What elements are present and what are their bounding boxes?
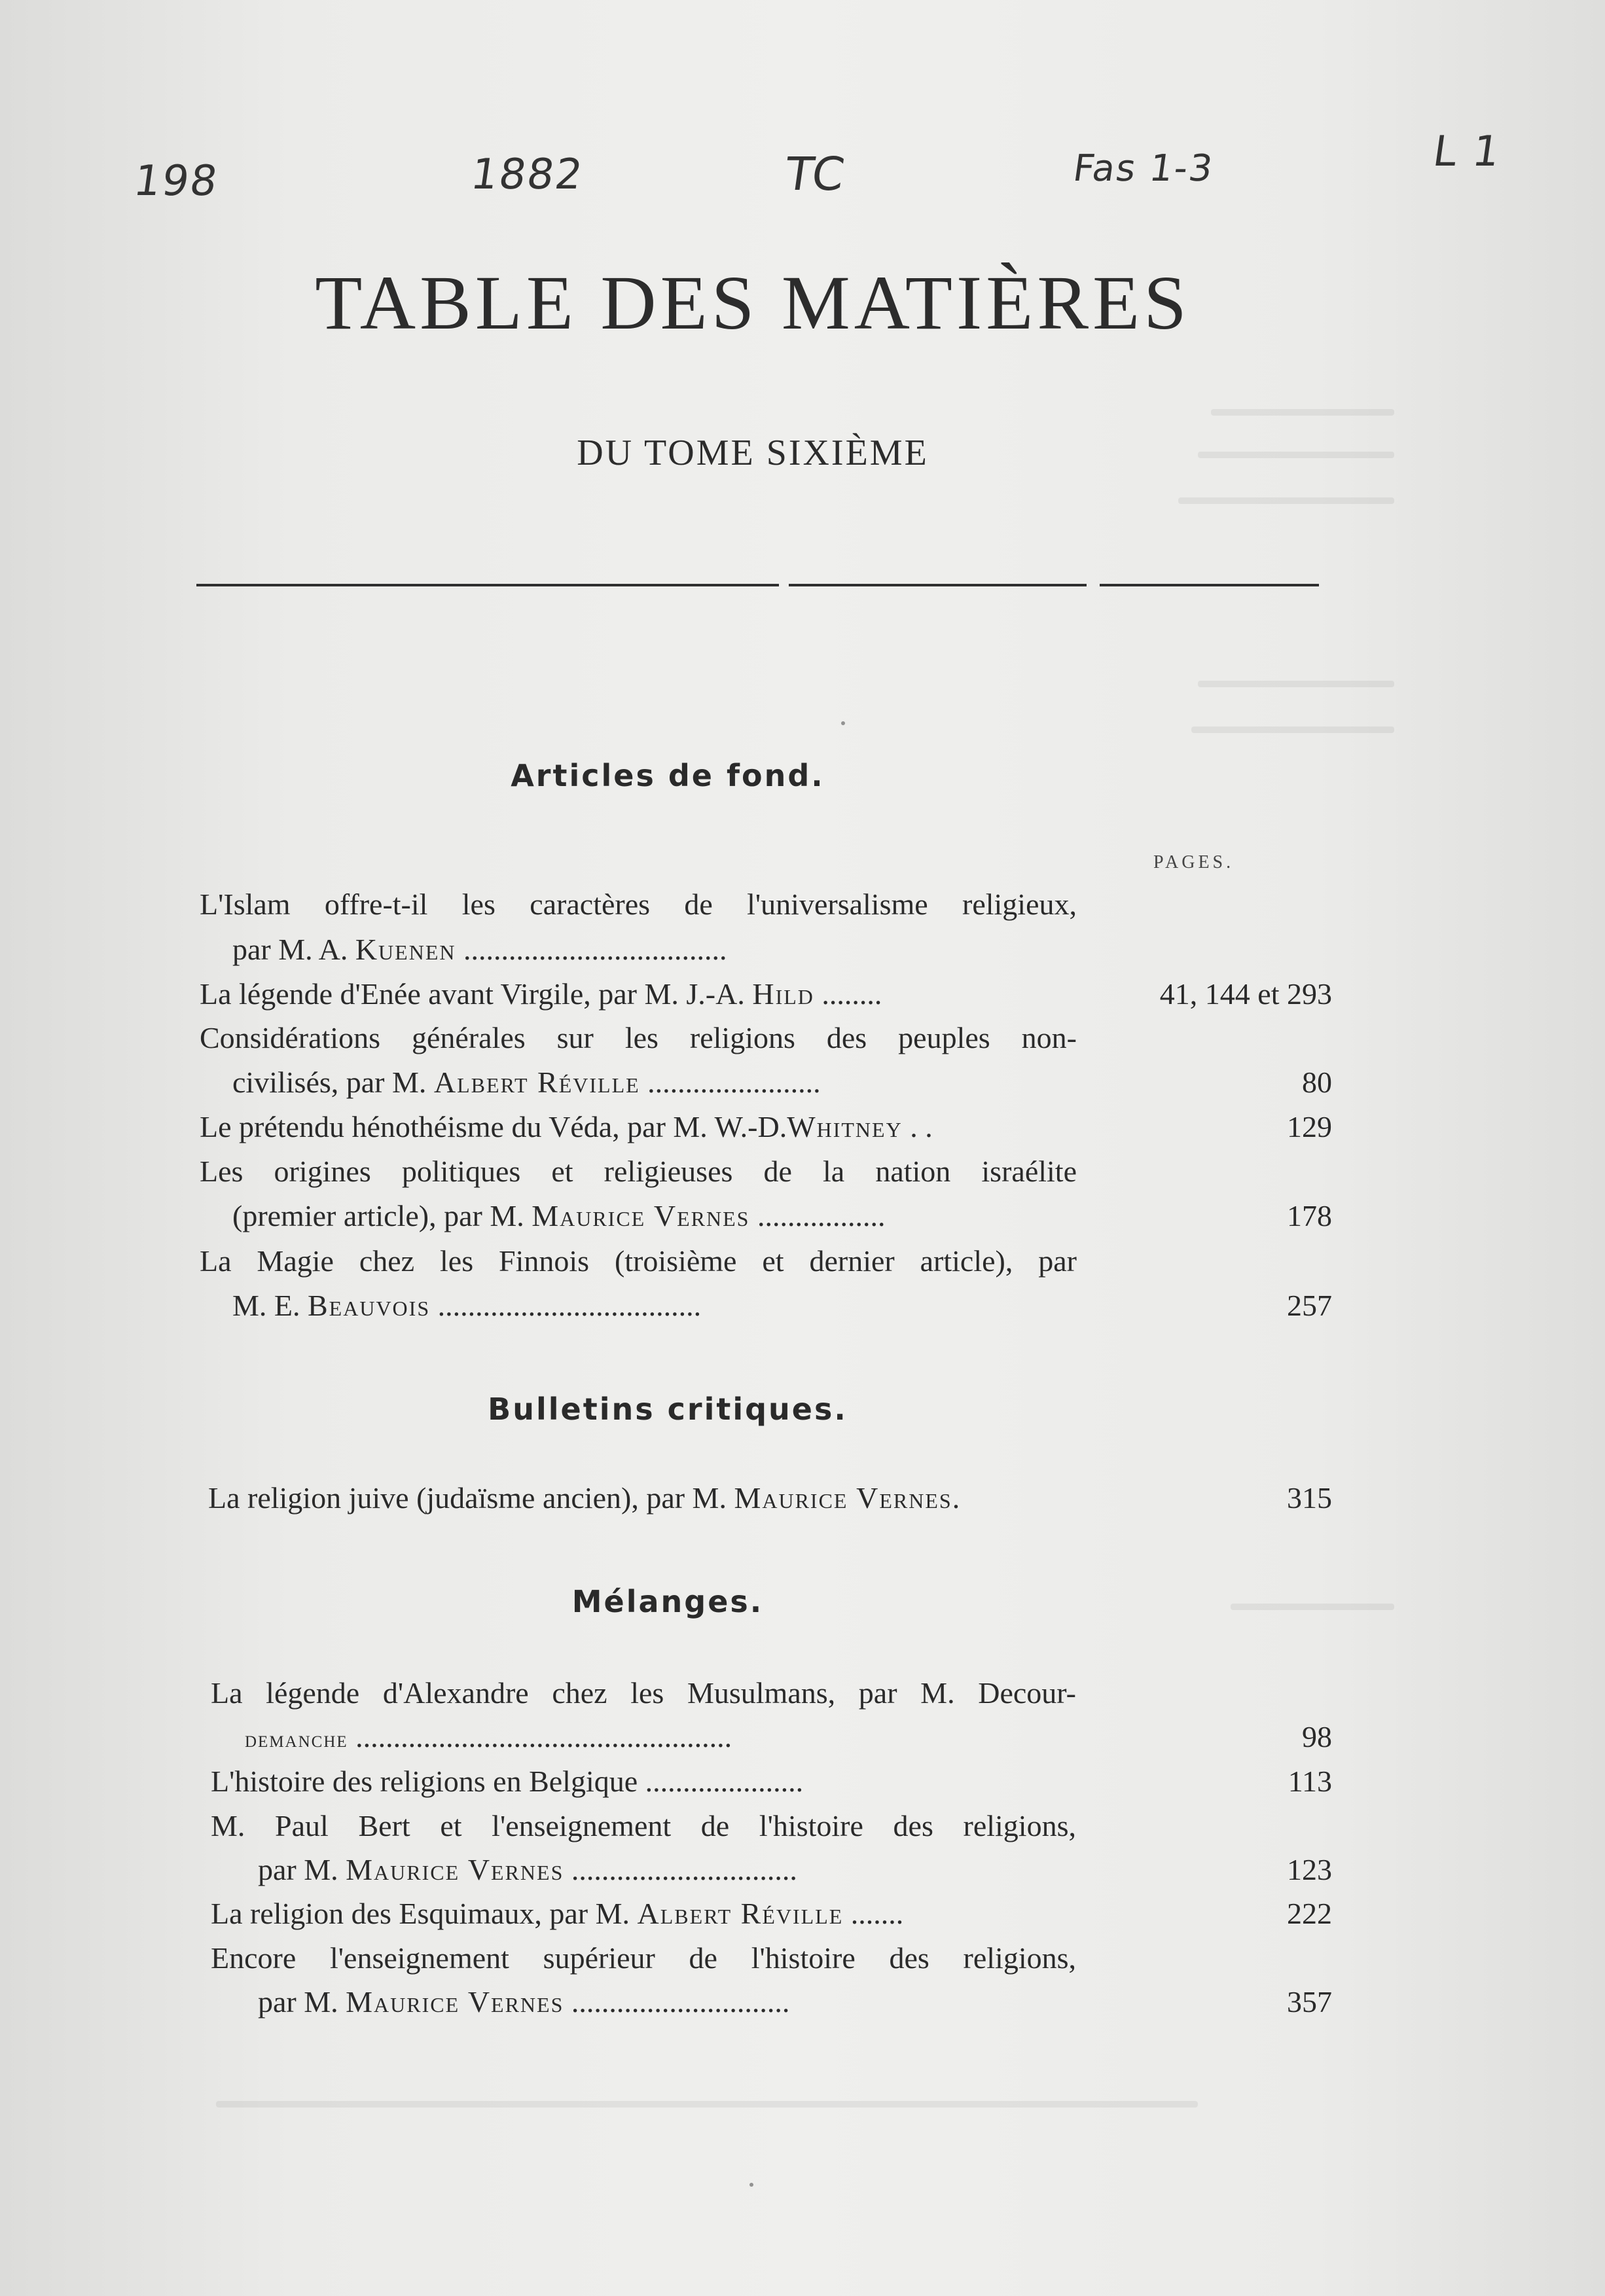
toc-entry-text: civilisés, par M. Albert Réville ....................... [232,1066,821,1099]
page-title: TABLE DES MATIÈRES [315,260,1191,346]
page-number: 257 [1287,1289,1332,1322]
toc-entry-text: Les origines politiques et religieuses de la nation israélite [200,1155,1077,1188]
author-name: Beauvois [308,1289,431,1322]
handwritten-mark: L 1 [1430,128,1504,176]
toc-entry-text: La religion juive (judaïsme ancien), par M. Maurice Vernes. [208,1481,960,1515]
dot-leader: ....... [843,1897,904,1930]
toc-entry-text: La religion des Esquimaux, par M. Albert Réville ....... [211,1897,904,1930]
page-number: 80 [1302,1066,1332,1099]
show-through-line [216,2101,1198,2108]
toc-entry-text: La Magie chez les Finnois (troisième et dernier article), par [200,1244,1077,1278]
section-heading-melanges: Mélanges. [571,1584,764,1619]
toc-entry-line [200,1194,1332,1238]
page-number: 113 [1288,1765,1332,1798]
author-name: Maurice Vernes [346,1985,564,2018]
dot-leader: .................................................. [348,1720,732,1753]
toc-entry-line [208,1476,1332,1520]
author-name: Hild [752,977,814,1011]
scan-speck [749,2183,753,2187]
toc-entry-line [211,1848,1332,1892]
toc-entry-line [211,1804,1332,1848]
toc-entry-line [211,1715,1332,1759]
toc-entry-text: La légende d'Enée avant Virgile, par M. J.-A. Hild ........ [200,977,882,1011]
handwritten-code: TC [782,147,850,201]
dot-leader: . . [902,1110,933,1143]
toc-entry-line [211,1759,1332,1804]
toc-entry-line [200,972,1332,1016]
dot-leader: ..................... [638,1765,804,1798]
page-number: 178 [1287,1199,1332,1232]
toc-entry-text: L'Islam offre-t-il les caractères de l'universalisme religieux, [200,888,1077,921]
toc-entry-line [200,1105,1332,1149]
toc-entry-text: par M. Maurice Vernes .............................. [258,1853,797,1886]
toc-entry-line [200,882,1332,927]
toc-entry-text: Encore l'enseignement supérieur de l'histoire des religions, [211,1941,1076,1975]
toc-entry-line [211,1671,1332,1715]
handwritten-number: 198 [130,157,222,206]
toc-entry-text: par M. Maurice Vernes ............................. [258,1985,790,2018]
divider-rule-right [1100,584,1319,586]
toc-entry-text: par M. A. Kuenen ................................... [232,933,727,966]
dot-leader: ................................... [430,1289,702,1322]
toc-entry-line [200,1239,1332,1283]
toc-entry-line [200,1283,1332,1328]
toc-entry-line [211,1892,1332,1936]
toc-entry-line [200,1149,1332,1194]
author-name: Maurice Vernes [532,1199,750,1232]
author-name: Maurice Vernes [346,1853,564,1886]
toc-entry-text: L'histoire des religions en Belgique ..................... [211,1765,804,1798]
author-name: demanche [245,1726,348,1752]
page-subtitle: DU TOME SIXIÈME [577,433,929,473]
page-number: 41, 144 et 293 [1159,977,1332,1011]
toc-entry-text: La légende d'Alexandre chez les Musulmans, par M. Decour- [211,1676,1076,1710]
handwritten-year: 1882 [467,151,587,199]
dot-leader: .............................. [564,1853,797,1886]
page-number: 123 [1287,1853,1332,1886]
toc-entry-text: (premier article), par M. Maurice Vernes ................. [232,1199,886,1232]
section-heading-bulletins: Bulletins critiques. [488,1391,848,1427]
toc-entry-line [211,1980,1332,2024]
divider-rule-middle [789,584,1087,586]
toc-entry-text: M. E. Beauvois ................................... [232,1289,702,1322]
page-number: 98 [1302,1720,1332,1753]
toc-entry-text: Le prétendu hénothéisme du Véda, par M. W.-D.Whitney . . [200,1110,933,1143]
dot-leader: . [952,1481,960,1515]
show-through-line [1198,681,1394,687]
dot-leader: ........ [814,977,882,1011]
toc-entry-line [211,1936,1332,1981]
author-name: Maurice Vernes [734,1481,952,1515]
author-name: Whitney [787,1110,903,1143]
page-number: 129 [1287,1110,1332,1143]
show-through-line [1178,497,1394,504]
scan-speck [841,721,845,725]
pages-column-label: PAGES. [1153,852,1235,872]
section-heading-articles: Articles de fond. [511,758,825,793]
show-through-line [1211,409,1394,416]
toc-entry-line [200,1016,1332,1060]
page-number: 357 [1287,1985,1332,2018]
dot-leader: ............................. [564,1985,790,2018]
toc-entry-text: Considérations générales sur les religions des peuples non- [200,1021,1077,1054]
toc-entry-text [245,1715,1075,1761]
page-number: 222 [1287,1897,1332,1930]
author-name: Albert Réville [637,1897,844,1930]
show-through-line [1191,726,1394,733]
toc-entry-text: M. Paul Bert et l'enseignement de l'histoire des religions, [211,1809,1076,1842]
author-name: Kuenen [355,933,456,966]
handwritten-fascicle: Fas 1-3 [1070,147,1217,190]
dot-leader: ....................... [640,1066,821,1099]
divider-rule-left [196,584,779,586]
toc-entry-line [200,927,1332,972]
dot-leader: ................. [749,1199,886,1232]
author-name: Albert Réville [433,1066,640,1099]
show-through-line [1231,1604,1394,1610]
toc-entry-line [200,1060,1332,1105]
page-number: 315 [1287,1481,1332,1515]
dot-leader: ................................... [456,933,727,966]
